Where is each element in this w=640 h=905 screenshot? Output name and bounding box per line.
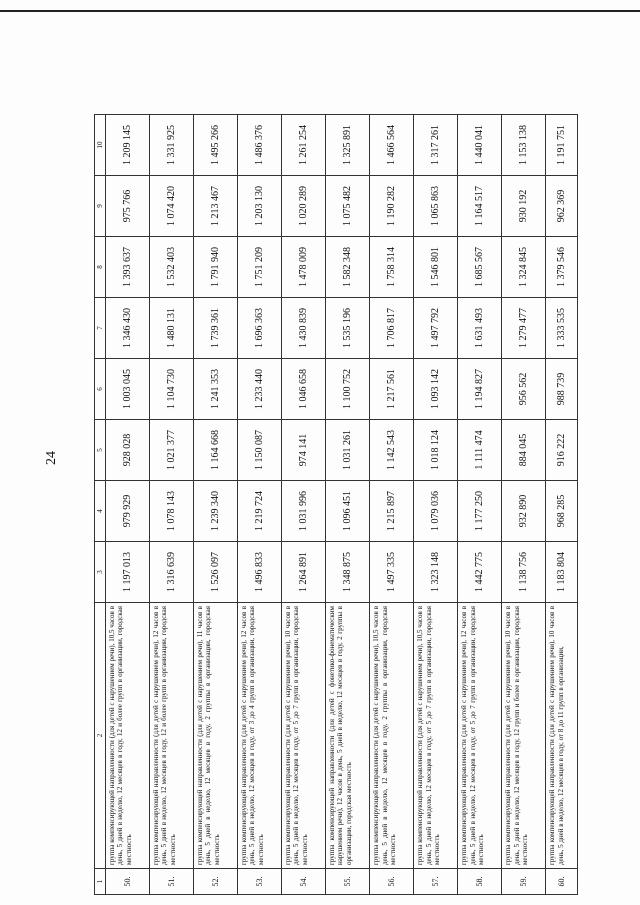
row-description: группа компенсирующей направленности (для детей с нарушением речи), 10 часов в день, 5 дней в неделю, 12 месяцев в году, 12 групп и более в организации, городская местность [502,603,546,869]
page-number: 24 [44,451,59,465]
table-body [106,115,578,895]
value-col-10: 1 191 751 [546,115,578,176]
column-header: 3 [95,542,106,603]
value-col-5: 916 222 [546,420,578,481]
value-col-5: 884 045 [502,420,546,481]
tariff-table [94,114,578,895]
row-number: 56. [370,869,414,895]
value-col-6: 1 233 440 [238,359,282,420]
top-rule [0,10,640,12]
value-col-9: 1 020 289 [282,176,326,237]
value-col-6: 1 100 752 [326,359,370,420]
row-description: группа компенсирующей направленности (для детей с нарушением речи), 10,5 часов в день, 5 дней в неделю, 12 месяцев в году, 2 группы в организации, городская местность [370,603,414,869]
value-col-5: 974 141 [282,420,326,481]
value-col-3: 1 526 097 [194,542,238,603]
value-col-4: 979 929 [106,481,150,542]
value-col-10: 1 466 564 [370,115,414,176]
value-col-4: 1 219 724 [238,481,282,542]
row-number: 50. [106,869,150,895]
header-row [95,115,106,895]
value-col-9: 1 213 467 [194,176,238,237]
row-description: группа компенсирующей направленности (для детей с нарушением речи), 12 часов в день, 5 дней в неделю, 12 месяцев в году, от 3 до 4 групп в организации, городская местность [238,603,282,869]
table-row [370,115,414,895]
row-number: 59. [502,869,546,895]
value-col-5: 1 142 543 [370,420,414,481]
value-col-3: 1 348 875 [326,542,370,603]
value-col-10: 1 325 891 [326,115,370,176]
value-col-8: 1 791 940 [194,237,238,298]
table-row [106,115,150,895]
value-col-10: 1 153 138 [502,115,546,176]
row-description: группа компенсирующей направленности (для детей с нарушением речи), 11 часов в день, 5 дней в неделю, 12 месяцев в году, 2 группы в организации, городская местность [194,603,238,869]
value-col-5: 1 111 474 [458,420,502,481]
value-col-6: 956 562 [502,359,546,420]
value-col-5: 1 164 668 [194,420,238,481]
table-row [238,115,282,895]
value-col-3: 1 497 335 [370,542,414,603]
rotated-table-container [94,115,578,895]
value-col-10: 1 331 925 [150,115,194,176]
value-col-7: 1 497 792 [414,298,458,359]
value-col-10: 1 440 041 [458,115,502,176]
value-col-6: 1 194 827 [458,359,502,420]
value-col-8: 1 685 567 [458,237,502,298]
row-description: группа компенсирующей направленности (для детей с нарушением речи), 10,5 часов в день, 5 дней в неделю, 12 месяцев в году, 12 и более групп в организации, городская местность [106,603,150,869]
value-col-9: 930 192 [502,176,546,237]
value-col-3: 1 138 756 [502,542,546,603]
value-col-5: 1 018 124 [414,420,458,481]
row-number: 60. [546,869,578,895]
row-description: группа компенсирующей направленности (для детей с нарушением речи), 10 часов в день, 5 дней в неделю, 12 месяцев в году, от 5 до 7 групп в организации, городская местность [282,603,326,869]
value-col-10: 1 317 261 [414,115,458,176]
value-col-8: 1 324 845 [502,237,546,298]
value-col-3: 1 496 833 [238,542,282,603]
table-row [150,115,194,895]
value-col-5: 1 021 377 [150,420,194,481]
value-col-10: 1 495 266 [194,115,238,176]
value-col-9: 962 369 [546,176,578,237]
value-col-10: 1 486 376 [238,115,282,176]
value-col-6: 1 241 353 [194,359,238,420]
value-col-7: 1 535 196 [326,298,370,359]
table-row [414,115,458,895]
column-header: 5 [95,420,106,481]
row-number: 54. [282,869,326,895]
column-header: 1 [95,869,106,895]
value-col-9: 1 065 863 [414,176,458,237]
value-col-8: 1 478 009 [282,237,326,298]
table-row [502,115,546,895]
table-row [194,115,238,895]
value-col-7: 1 706 817 [370,298,414,359]
column-header: 9 [95,176,106,237]
value-col-10: 1 209 145 [106,115,150,176]
column-header: 2 [95,603,106,869]
value-col-6: 988 739 [546,359,578,420]
column-header: 7 [95,298,106,359]
value-col-4: 1 079 036 [414,481,458,542]
value-col-6: 1 093 142 [414,359,458,420]
value-col-4: 1 031 996 [282,481,326,542]
row-number: 57. [414,869,458,895]
row-description: группа компенсирующей направленности (для детей с нарушением речи), 10,5 часов в день, 5 дней в неделю, 12 месяцев в году, от 5 до 7 групп в организации, городская местность [414,603,458,869]
table-row [326,115,370,895]
value-col-8: 1 546 801 [414,237,458,298]
value-col-9: 1 190 282 [370,176,414,237]
value-col-9: 1 075 482 [326,176,370,237]
value-col-8: 1 751 209 [238,237,282,298]
value-col-4: 1 096 451 [326,481,370,542]
table-row [458,115,502,895]
value-col-7: 1 739 361 [194,298,238,359]
value-col-3: 1 183 804 [546,542,578,603]
value-col-8: 1 393 637 [106,237,150,298]
column-header: 6 [95,359,106,420]
value-col-9: 1 074 420 [150,176,194,237]
value-col-5: 1 150 087 [238,420,282,481]
row-number: 51. [150,869,194,895]
table-row [546,115,578,895]
value-col-8: 1 758 314 [370,237,414,298]
value-col-6: 1 104 730 [150,359,194,420]
value-col-8: 1 379 546 [546,237,578,298]
value-col-5: 928 028 [106,420,150,481]
row-number: 55. [326,869,370,895]
value-col-3: 1 264 891 [282,542,326,603]
value-col-3: 1 316 639 [150,542,194,603]
column-header: 10 [95,115,106,176]
column-header: 8 [95,237,106,298]
column-header: 4 [95,481,106,542]
value-col-4: 1 239 340 [194,481,238,542]
value-col-3: 1 442 775 [458,542,502,603]
value-col-7: 1 346 430 [106,298,150,359]
value-col-6: 1 217 561 [370,359,414,420]
value-col-9: 975 766 [106,176,150,237]
row-number: 58. [458,869,502,895]
value-col-7: 1 279 477 [502,298,546,359]
value-col-4: 1 078 143 [150,481,194,542]
value-col-4: 1 215 897 [370,481,414,542]
value-col-7: 1 333 535 [546,298,578,359]
row-description: группа компенсирующей направленности (для детей с нарушением речи), 12 часов в день, 5 дней в неделю, 12 месяцев в году, 12 и более групп в организации, городская местность [150,603,194,869]
value-col-4: 968 285 [546,481,578,542]
value-col-7: 1 696 363 [238,298,282,359]
value-col-3: 1 323 148 [414,542,458,603]
value-col-9: 1 203 130 [238,176,282,237]
value-col-4: 1 177 250 [458,481,502,542]
value-col-7: 1 480 131 [150,298,194,359]
row-number: 53. [238,869,282,895]
row-description: группа компенсирующей направленности (для детей с нарушением речи), 12 часов в день, 5 дней в неделю, 12 месяцев в году, от 5 до 7 групп в организации, городская местность [458,603,502,869]
value-col-10: 1 261 254 [282,115,326,176]
row-description: группа компенсирующей направленности (для детей с фонетико-фонематическим нарушением речи), 12 часов в день, 5 дней в неделю, 12 месяцев в году, 2 группы в организации, городская местность [326,603,370,869]
value-col-8: 1 532 403 [150,237,194,298]
value-col-5: 1 031 261 [326,420,370,481]
row-description: группа компенсирующей направленности (для детей с нарушением речи), 10 часов в день, 5 дней в неделю, 12 месяцев в году, от 8 до 11 групп в организации, [546,603,578,869]
row-number: 52. [194,869,238,895]
value-col-4: 932 890 [502,481,546,542]
value-col-6: 1 046 658 [282,359,326,420]
value-col-9: 1 164 517 [458,176,502,237]
value-col-8: 1 582 348 [326,237,370,298]
table-row [282,115,326,895]
value-col-7: 1 430 839 [282,298,326,359]
value-col-6: 1 003 045 [106,359,150,420]
value-col-7: 1 631 493 [458,298,502,359]
value-col-3: 1 197 013 [106,542,150,603]
